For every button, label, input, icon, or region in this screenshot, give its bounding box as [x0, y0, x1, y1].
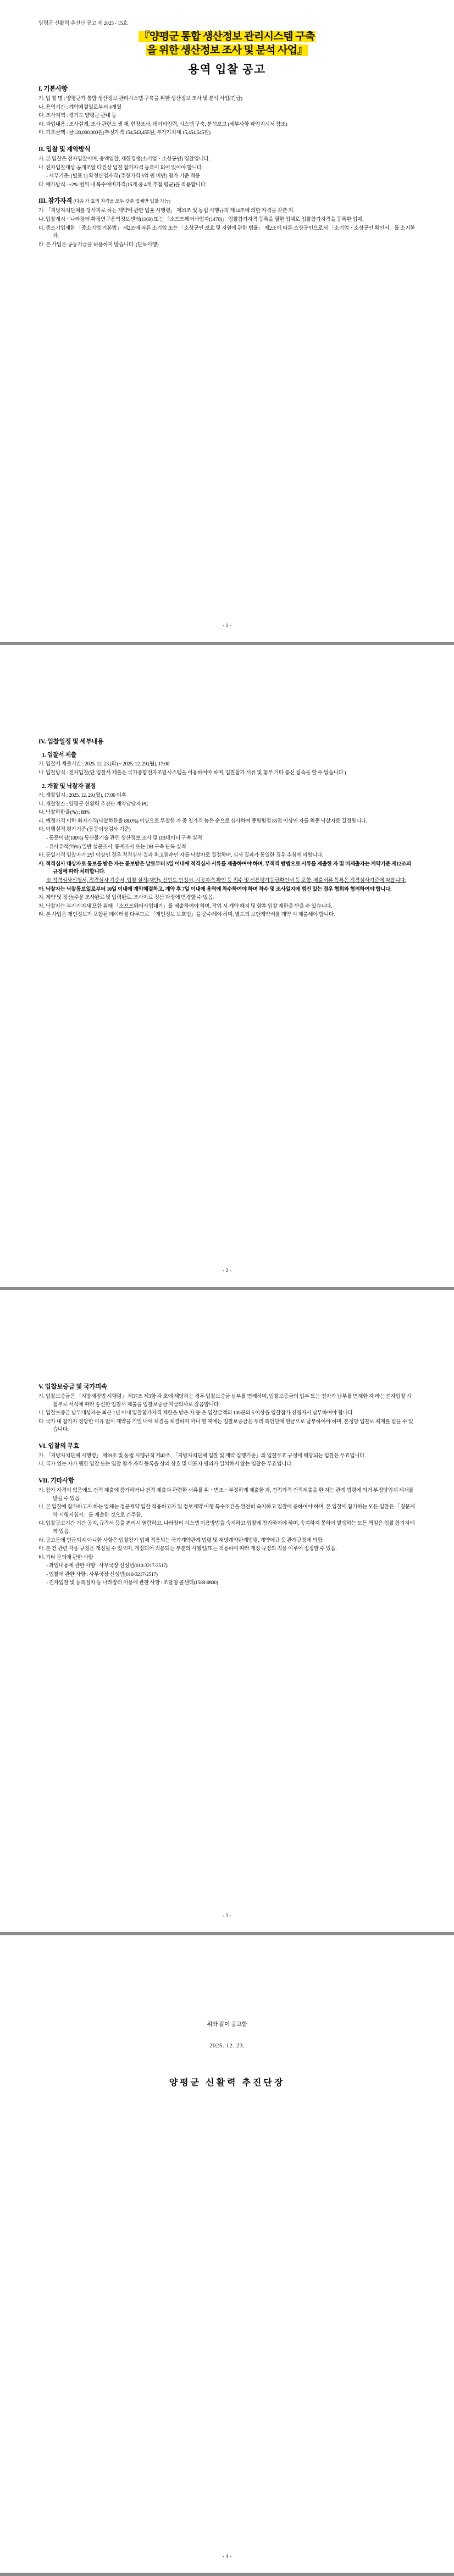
page-4 — [0, 1935, 454, 2573]
subsection-heading-4-2: 2. 개찰 및 낙찰자 결정 — [42, 783, 96, 790]
title-line-2-text: 을 위한 생산정보 조사 및 분석 사업』 — [147, 45, 307, 57]
section-heading-3 — [38, 196, 416, 205]
list-item: 가. 「지방자치단체를 당사자로 하는 계약에 관한 법률 시행령」 제23조 및 동법 시행규칙 제14조에 의한 자격을 갖춘 자. — [38, 208, 295, 214]
list-item: 나. 국가 없는 자가 행한 입찰 또는 입찰 참가 자격 등록을 상의 상호 및 대표자 명의가 일치하지 않는 입찰은 무효입니다. — [38, 1461, 293, 1468]
list-item: 다. 국가 내 참가자 정당한 이유 없이 계약을 기일 내에 체결을 체결하지 아니 할 때에는 입찰보증금은 우리 측인단에 현금으로 납부하여야 하며, 본정당 입찰로 체계를 받을 수 있습니다. — [38, 1418, 413, 1433]
closing-line: 위와 같이 공고함 — [207, 2022, 247, 2028]
section-3-heading-suffix: (다음 각 호의 자격을 모두 갖춘 업체만 입찰 가능) — [73, 198, 170, 204]
section-heading-2: II. 입찰 및 계약방식 — [38, 146, 91, 153]
section-6-list — [38, 1452, 416, 1469]
list-item: 나. 개찰장소 : 양평군 신활력 추진단 계약담당자 PC — [38, 801, 148, 807]
list-item-highlight: 아. 낙찰자는 낙찰통보일로부터 10일 이내에 계약체결하고, 계약 후 7일 이내에 용역에 착수하여야 하며 착수 및 조사일지에 범진 있는 경우 협회와 협의하여야 합니다. — [38, 886, 392, 892]
list-item: 가. 입찰서 제출기간 : 2025. 12. 23.(화) ~ 2025. 12. 29.(월), 17:00 — [38, 761, 169, 767]
closing-date: 2025. 12. 23. — [209, 2042, 245, 2049]
list-item-contact: - 전자입찰 및 등록절차 등 나라장터 이용에 관한 사항 : 조달청 콜센터(1588-0800) — [46, 1580, 218, 1586]
list-item: 자. 제약 및 정산(주문 조사완료 및 입력완료, 조사자료 정산 과정에 변경할 수 있음. — [38, 895, 214, 901]
list-item: 나. 입찰보증금 납부대상자는 최근 1년 이내 입찰참가자격 제한을 받은 자 등 은 입찰금액의 100분의 5 이상을 입찰참가 신청자시 납부하여야 합니다. — [38, 1410, 354, 1417]
list-item-contact: - 입찰에 관한 사항 : 사무국장 신성빈(010-3217-2517) — [46, 1571, 158, 1578]
section-5-list — [38, 1393, 416, 1434]
list-item: 마. 이행실적 평가기준 (동등이상검사 기준) — [38, 826, 131, 833]
title-line-1-text: 『양평군 통합 생산정보 관리시스템 구축 — [139, 31, 315, 42]
list-item: 라. 예정가격 이하 최저가격(낙찰하한율 88.0%) 이상으로 투찰한 자 중 첫가격 높은 순으로 심사하여 종합평점 85점 이상인 자를 최종 낙찰자로 결정합니다. — [38, 818, 367, 824]
list-item: 나. 전자입찰대상 공개조달 다건상 입찰 참가자격 등록이 되어 있어야 합니다. — [38, 164, 203, 171]
section-7-list — [38, 1487, 416, 1587]
title-main: 용역 입찰 공고 — [188, 64, 266, 76]
section-heading-5: V. 입찰보증금 및 국가피속 — [38, 1384, 107, 1390]
section-4-1-list — [38, 760, 416, 777]
list-item-contact: - 과업내용에 관한 사항 : 사무국장 신성빈(010-3217-2517) — [46, 1563, 168, 1569]
list-item: 바. 동일가격 입찰자가 2인 이상인 경우 적격심사 결과 최고점수인 자를 낙찰자로 결정하며, 심사 결과가 동일한 경우 추첨에 의합니다. — [38, 852, 324, 859]
list-item: 다. 예가방식 : ±2% 범위 내 복수예비가격(15개 중 4개 추첨 평균)을 적용합니다. — [38, 181, 207, 188]
list-item: 라. 본 사업은 공동기급을 허용하지 않습니다. (단독이행) — [38, 241, 159, 248]
list-item: 바. 기타 문의에 관한 사항 — [38, 1554, 93, 1561]
list-item: 가. 참가 자격이 없음에도 건적 제출에 참가하거나 건적 제출과 관련한 서류를 위ㆍ변조ㆍ부정하게 제출한 자, 건적가격 건적제출을 한 자는 관계 법령에 의거 부정당업체 제재를 받을 수 있음. — [38, 1487, 414, 1502]
document-title-block — [38, 30, 416, 76]
page-number-2: - 2 - — [223, 1268, 231, 1274]
page-number-4: - 4 - — [223, 2554, 231, 2560]
section-1-list — [38, 95, 416, 137]
list-item: - 동등이상(100%) 동산물기술 관련 생산정보 조사 및 DB데이터 구축 실적 — [46, 835, 202, 842]
list-item: 라. 공고문에 언급되지 아니한 사항은 입찰참가 업체 적용되는 국가계약관계 법령 및 재방계약관계법령, 계약에규 등 관계규정에 의함. — [38, 1537, 324, 1544]
list-item: 가. 입 찰 명 : 양평군가 통합 생산정보 관리시스템 구축을 위한 생산정보 조사 및 분석 사업(긴급) — [38, 96, 242, 102]
list-item: 나. 입찰방식 : 전자입찰(단 입찰서 제출은 국가종합전자조달시스템을 이용하여야 하며, 입찰참가 서류 및 첨부 기타 통신 접속을 할 수 없습니다.) — [38, 769, 346, 776]
list-item: 나. 입찰개시ㆍ나라장터 확정연구용역정보센터(1169) 또는 「소프트웨어사업자(1470)」 입찰참가자격 등록을 필한 업체로 입찰참가자격을 등록한 업체. — [38, 216, 364, 223]
section-2-list — [38, 156, 416, 189]
list-item: 마. 기초금액 : 금120,000,000원(추정가격 154,543,455원, 부가가치세 15,454,545원) — [38, 130, 211, 136]
section-heading-4: IV. 입찰일정 및 세부내용 — [38, 739, 104, 745]
list-item-note: ※ 적격심사신청서, 적격심사 기준서, 입찰 실적(재단), 신인도 인정서, 시공자격 확인 등 접수 및 신용평가등급확인서 등 포함, 제출서류 목록은 적격심사기준에 따릅니다. — [46, 877, 406, 884]
section-3-heading-text: III. 참가자격 — [38, 198, 72, 205]
list-item: 다. 낙찰하한율(%) : 88% — [38, 809, 90, 816]
list-item: 타. 본 사업은 개인정보가 포함된 데이터를 다루므로 「개인정보 보호법」을 준수해야 하며, 별도의 보안계약서를 계약 시 제출해야 합니다. — [38, 912, 335, 918]
list-item: - 세부기준: [별표 1] 확정산업자격 (주장가격 5억 원 미만) 참가 기준 적용 — [46, 173, 200, 180]
page-number-1: - 1 - — [223, 623, 231, 629]
page-number-3: - 3 - — [223, 1913, 231, 1919]
section-heading-6: VI. 입찰의 무효 — [38, 1442, 79, 1450]
list-item: 마. 본 건 관련 각종 규정은 개정될 수 있으며, 개정되어 적용되는 부분의 시행일(또는 적용하여 따라 개정 규정의 적용 이루어 정정할 수 있음. — [38, 1546, 337, 1552]
page-2 — [0, 645, 454, 1287]
subsection-heading-4-1: 1. 입찰서 제출 — [42, 752, 76, 758]
closing-block — [38, 2020, 416, 2088]
list-item: 가. 본 입찰은 전자입찰이며, 총액입찰, 제한경쟁(소기업ㆍ소상공인) 입찰입니다. — [38, 156, 210, 163]
title-line-1 — [139, 30, 315, 43]
section-3-list — [38, 207, 416, 249]
list-item: 라. 과업내용 : 조사설계, 조사 관련소 생 재, 현장조사, 데이터입력, 시스템 구축, 분석보고 (세부사항 과업지시서 참조) — [38, 121, 287, 127]
list-item: 나. 본 입찰에 참가하고자 하는 업체는 정문제약 입찰 적용하고자 및 정보제약 이행 특수조건을 완전히 숙지하고 입찰에 응하여야 하며, 본 입찰에 참가하는 모든 입찰은 「정문계약 시행지침서」를 제출한 것으로 간주함. — [38, 1504, 415, 1518]
document-header-note: 양평군 신활력 추진단 공고 제 2025 - 15호 — [38, 21, 128, 26]
closing-organization: 양평군 신활력 추진단장 — [169, 2078, 285, 2088]
list-item: 가. 개찰일시 : 2025. 12. 29.(월), 17:00 이후 — [38, 792, 126, 799]
page-3 — [0, 1290, 454, 1932]
list-item: 다. 조사지역 : 경기도 양평군 관내 등 — [38, 113, 117, 119]
list-item: 다. 입찰공고기간 기간 공지, 규격서 등을 편리시 열람하고, 나라장터 시스템 이용방법을 숙지하고 입찰에 참가하여야 하며, 숙지하지 못하여 발생하는 모든 책임은 입찰 참가자에게 있음. — [38, 1520, 415, 1535]
list-item: 다. 중소기업제한 「중소기업 기본법」 제2조에 따른 소기업 또는 「소상공인 보호 및 지원에 관한 법률」 제2조에 따른 소상공인으로서 「소기업ㆍ소상공인 확인서」를 소지한 자. — [38, 225, 415, 240]
list-item-highlight: 사. 적격심사 대상자로 통보를 받은 자는 통보받은 날로부터 5일 이내에 적격심사 서류를 제출하여야 하며, 부적격 방법으로 서류를 제출한 자 및 미제출자는 계약기준 제12조의 규정에 따라 처리합니다. — [38, 860, 411, 875]
section-heading-7: VII. 기타사항 — [38, 1478, 74, 1485]
list-item: 차. 낙찰자는 부가가치세 포함 위해 「소프트웨어사업대가」를 제출하여야 하며, 작업 시 계약 해지 및 향후 입찰 제한을 받을 수 있습니다. — [38, 903, 333, 909]
title-line-2 — [146, 43, 308, 57]
list-item: 가. 입찰보증금은 「지방재정법 시행령」 제37조 제3항 각 호에 해당하는 경우 입찰보증금 납부를 면제하며, 입찰보증금의 입부 또는 전자가 납부를 면제한 자 라는 전자입찰 시 첨부로 서식에 따라 송신한 입찰서 제출을 입찰보증금 지급의사로 갈음합니다. — [38, 1394, 412, 1408]
list-item: 나. 용역기간 : 계약체결일로부터 4개월 — [38, 104, 121, 110]
list-item: - 유사유적(75%) 일반 설문조사, 통계조사 또는 DB 구축 단독 실적 — [46, 843, 186, 850]
section-heading-1: I. 기본사항 — [38, 86, 68, 93]
page-1 — [0, 0, 454, 642]
list-item: 가. 「지방자치단체 시행령」 제39조 및 동법 시행규칙 제42조, 「지방자치단체 입찰 및 계약 집행기준」의 입찰무효 규정에 해당되는 입찰은 무효입니다. — [38, 1452, 366, 1459]
section-4-2-list — [38, 792, 416, 919]
